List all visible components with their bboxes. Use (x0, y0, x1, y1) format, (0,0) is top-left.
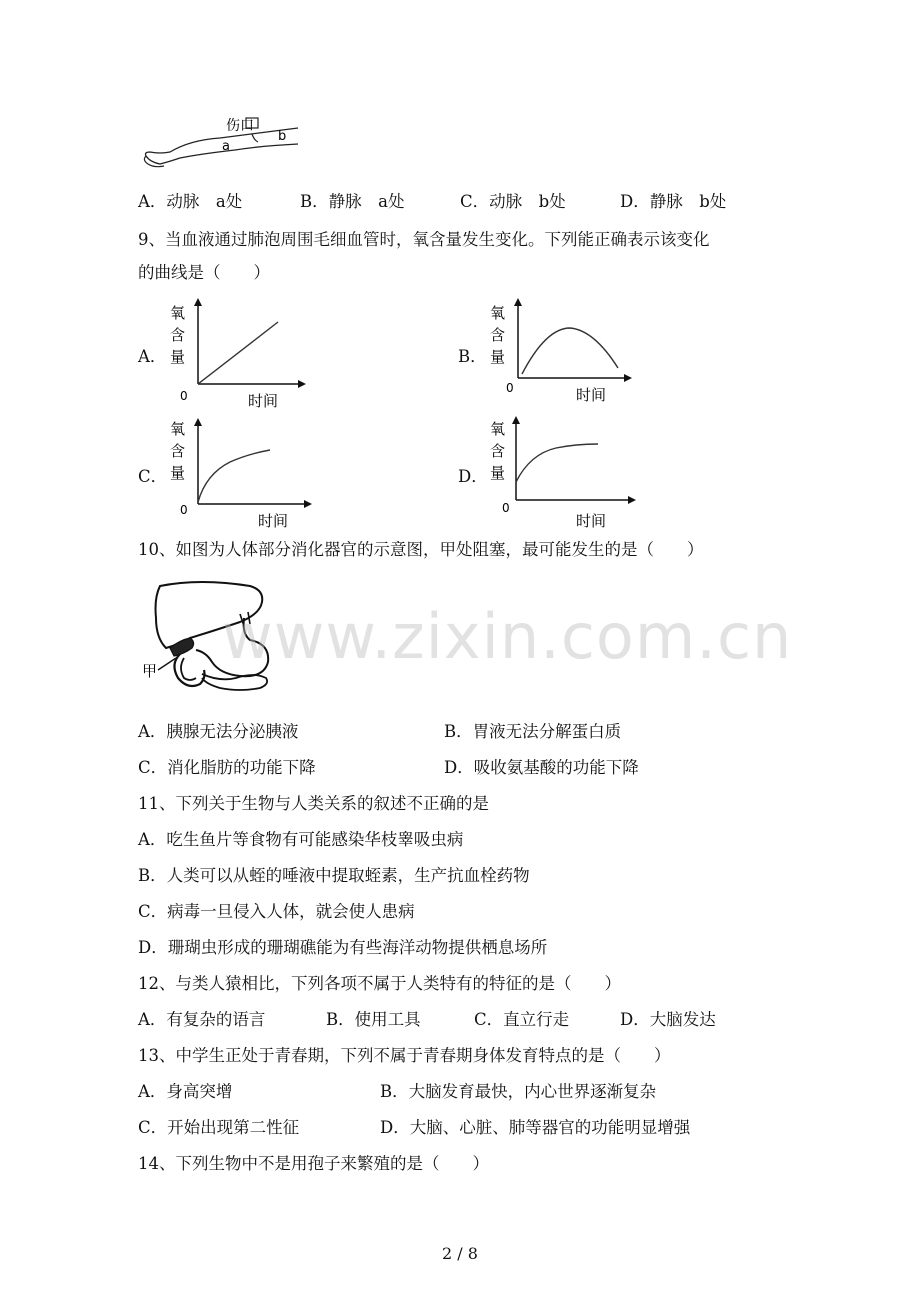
q8-option-c: C．动脉 b处 (460, 192, 566, 211)
graph-d (486, 414, 636, 534)
q10-stem: 10、如图为人体部分消化器官的示意图，甲处阻塞，最可能发生的是（ ） (138, 540, 704, 559)
page-number: 2 / 8 (442, 1244, 478, 1263)
graph-d-origin: 0 (502, 501, 510, 515)
graph-c-origin: 0 (180, 503, 188, 517)
q13-option-a: A．身高突增 (138, 1082, 233, 1101)
graph-c (166, 414, 316, 534)
q10-option-b: B．胃液无法分解蛋白质 (444, 722, 622, 741)
wound-label: 伤口 (226, 118, 254, 134)
q8-option-a: A．动脉 a处 (138, 192, 243, 211)
graph-c-letter: C． (138, 467, 168, 486)
graph-b-ylabel-3: 量 (490, 348, 506, 366)
graph-a-ylabel-3: 量 (170, 348, 186, 366)
graph-b (486, 298, 636, 410)
graph-d-ylabel-1: 氧 (490, 420, 506, 438)
q9-stem-line2: 的曲线是（ ） (138, 263, 270, 282)
graph-d-ylabel-3: 量 (490, 464, 506, 482)
graph-a-letter: A． (138, 347, 167, 366)
graph-b-ylabel-1: 氧 (490, 304, 506, 322)
label-b: b (278, 129, 287, 144)
graph-c-ylabel-2: 含 (170, 442, 186, 460)
q13-option-c: C．开始出现第二性征 (138, 1118, 300, 1137)
q12-option-c: C．直立行走 (474, 1010, 570, 1029)
q13-option-d: D．大脑、心脏、肺等器官的功能明显增强 (380, 1118, 691, 1137)
q10-option-c: C．消化脂肪的功能下降 (138, 758, 316, 777)
graph-c-ylabel-1: 氧 (170, 420, 186, 438)
q14-stem: 14、下列生物中不是用孢子来繁殖的是（ ） (138, 1154, 489, 1173)
graph-b-letter: B． (458, 347, 487, 366)
graph-a-curve (198, 322, 278, 384)
graph-c-ylabel-3: 量 (170, 464, 186, 482)
q12-option-a: A．有复杂的语言 (138, 1010, 266, 1029)
q11-option-d: D．珊瑚虫形成的珊瑚礁能为有些海洋动物提供栖息场所 (138, 938, 548, 957)
q12-stem: 12、与类人猿相比，下列各项不属于人类特有的特征的是（ ） (138, 974, 621, 993)
graph-d-xlabel: 时间 (576, 512, 607, 530)
q11-option-b: B．人类可以从蛭的唾液中提取蛭素，生产抗血栓药物 (138, 866, 530, 885)
leg-wound-figure (140, 112, 310, 178)
graph-a-xlabel: 时间 (248, 392, 279, 410)
q9-stem-line1: 9、当血液通过肺泡周围毛细血管时，氧含量发生变化。下列能正确表示该变化 (138, 230, 710, 249)
q12-option-b: B．使用工具 (326, 1010, 421, 1029)
graph-c-curve (198, 450, 270, 502)
graph-b-xlabel: 时间 (576, 386, 607, 404)
leg-wound-drawing (140, 112, 310, 178)
graph-a-ylabel-1: 氧 (170, 304, 186, 322)
graph-c-xlabel: 时间 (258, 512, 289, 530)
graph-b-ylabel-2: 含 (490, 326, 506, 344)
q11-option-a: A．吃生鱼片等食物有可能感染华枝睾吸虫病 (138, 830, 464, 849)
graph-a-ylabel-2: 含 (170, 326, 186, 344)
figure-label-jia: 甲 (142, 662, 158, 680)
q11-option-c: C．病毒一旦侵入人体，就会使人患病 (138, 902, 415, 921)
graph-b-origin: 0 (506, 381, 514, 395)
duodenum (174, 654, 204, 686)
graph-d-ylabel-2: 含 (490, 442, 506, 460)
graph-d-curve (516, 444, 598, 482)
q8-option-b: B．静脉 a处 (300, 192, 405, 211)
graph-a (166, 298, 316, 410)
q13-stem: 13、中学生正处于青春期，下列不属于青春期身体发育特点的是（ ） (138, 1046, 671, 1065)
graph-b-curve (522, 328, 618, 374)
q12-option-d: D．大脑发达 (620, 1010, 716, 1029)
graph-a-origin: 0 (180, 389, 188, 403)
q11-stem: 11、下列关于生物与人类关系的叙述不正确的是 (138, 794, 489, 813)
label-a: a (222, 139, 230, 154)
gallbladder (170, 638, 194, 656)
graph-d-letter: D． (458, 467, 488, 486)
q8-option-d: D．静脉 b处 (620, 192, 727, 211)
q13-option-b: B．大脑发育最快，内心世界逐渐复杂 (380, 1082, 657, 1101)
watermark: www.zixin.com.cn (222, 600, 793, 673)
pancreas (202, 674, 267, 690)
q10-option-a: A．胰腺无法分泌胰液 (138, 722, 299, 741)
q10-option-d: D．吸收氨基酸的功能下降 (444, 758, 639, 777)
